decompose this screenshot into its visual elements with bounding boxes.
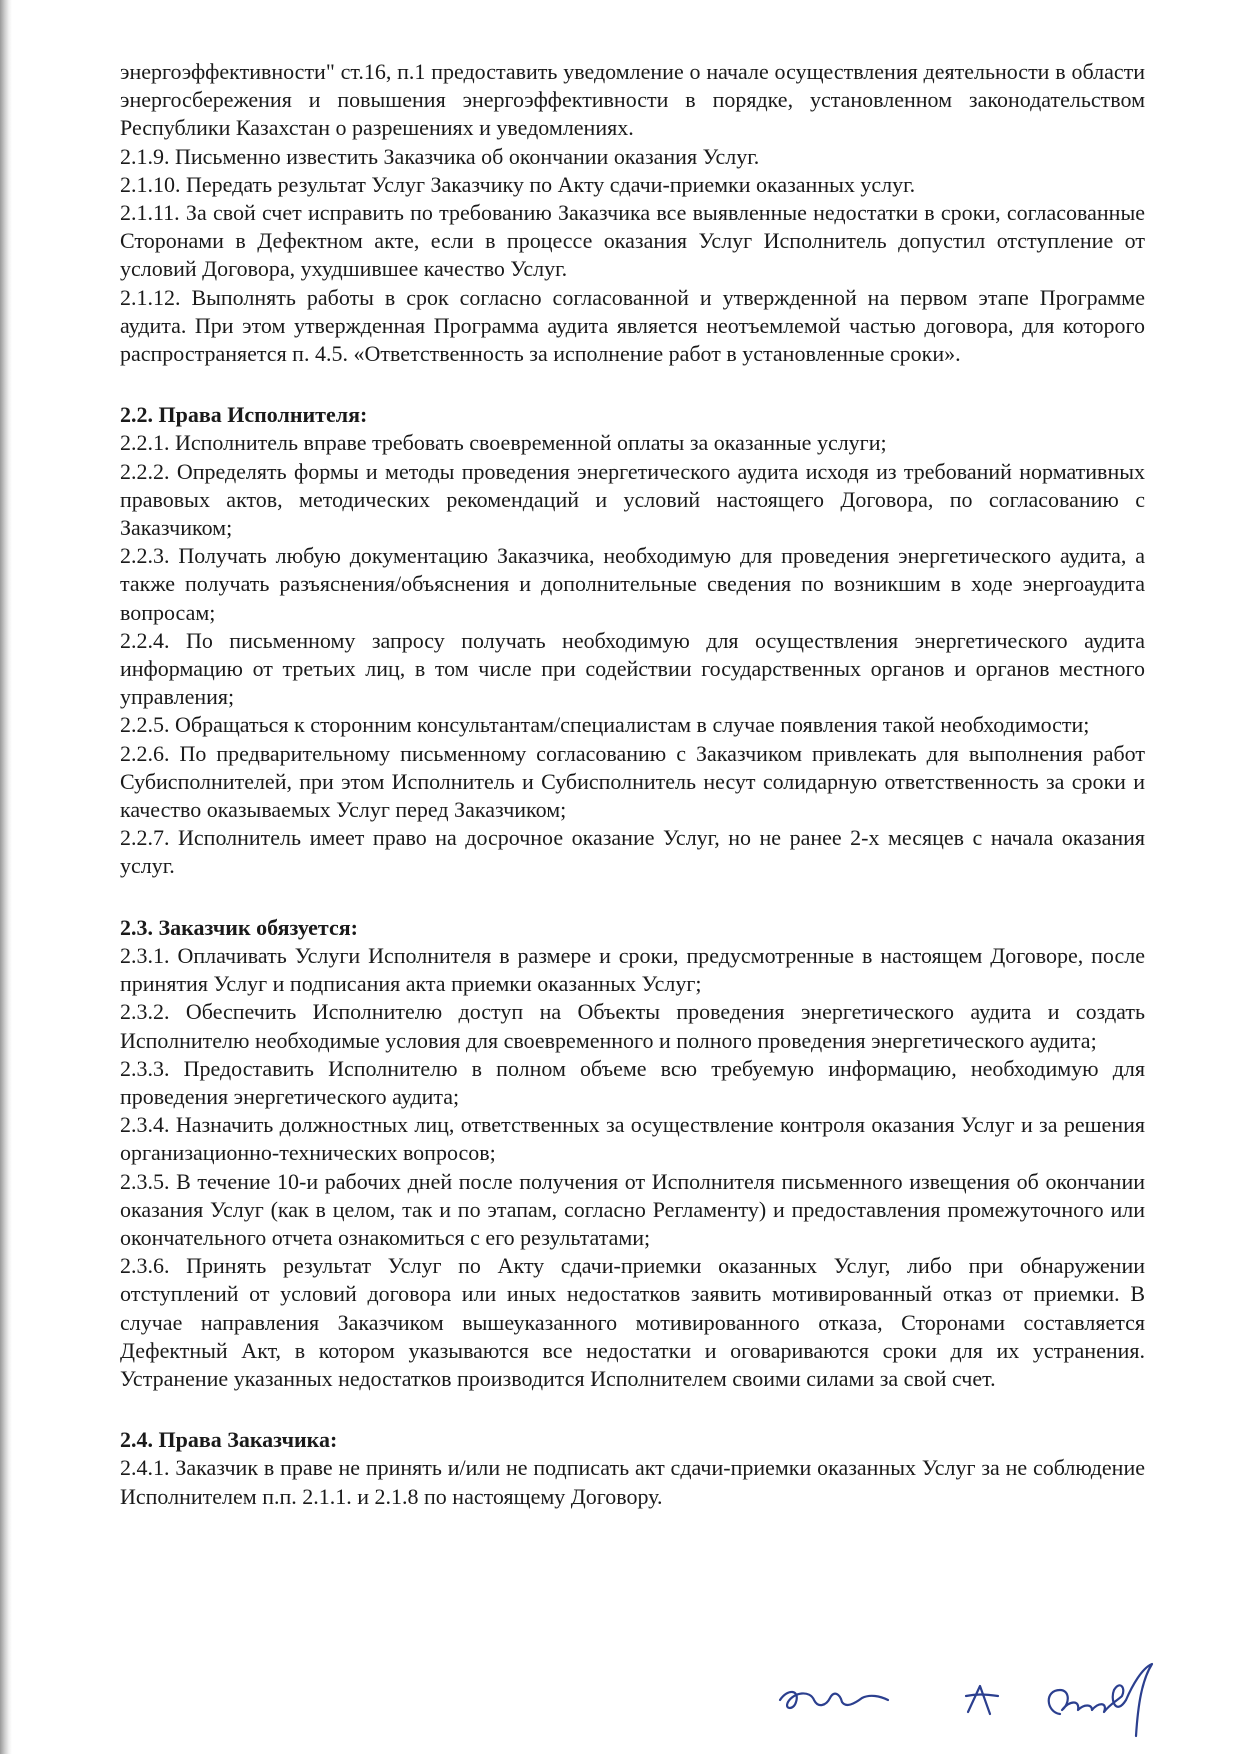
paragraph-2-2-6: 2.2.6. По предварительному письменному согласованию с Заказчиком привлекать для выполнения работ Субисполнителей, при этом Исполнитель и Субисполнитель несут солидарную ответственность за сроки и качество оказываемых Услуг перед Заказчиком;	[120, 740, 1145, 823]
paragraph-2-2-7: 2.2.7. Исполнитель имеет право на досрочное оказание Услуг, но не ранее 2-х месяцев с начала оказания услуг.	[120, 825, 1145, 879]
initials-mark-middle	[966, 1686, 998, 1714]
paragraph-2-1-8-continuation: энергоэффективности" ст.16, п.1 предоставить уведомление о начале осуществления деятельности в области энергосбережения и повышения энергоэффективности в порядке, установленном законодательством Республики Казахстан о разрешениях и уведомлениях.	[120, 59, 1145, 141]
paragraph-2-3-2: 2.3.2. Обеспечить Исполнителю доступ на Объекты проведения энергетического аудита и создать Исполнителю необходимые условия для своевременного и полного проведения энергетического аудита;	[120, 999, 1145, 1053]
section-heading-2-3: 2.3. Заказчик обязуется:	[120, 914, 359, 940]
paragraph-2-3-6: 2.3.6. Принять результат Услуг по Акту сдачи-приемки оказанных Услуг, либо при обнаружении отступлений от условий договора или иных недостатков заявить мотивированный отказ от приемки. В случае направления Заказчиком вышеуказанного мотивированного отказа, Сторонами составляется Дефектный Акт, в котором указываются все недостатки и оговариваются сроки для их устранения. Устранение указанных недостатков производится Исполнителем своими силами за свой счет.	[120, 1253, 1145, 1391]
paragraph-2-1-11: 2.1.11. За свой счет исправить по требованию Заказчика все выявленные недостатки в сроки, согласованные Сторонами в Дефектном акте, если в процессе оказания Услуг Исполнитель допустил отступление от условий Договора, ухудшившее качество Услуг.	[120, 200, 1145, 282]
paragraph-2-2-3: 2.2.3. Получать любую документацию Заказчика, необходимую для проведения энергетического аудита, а также получать разъяснения/объяснения и дополнительные сведения по возникшим в ходе энергоаудита вопросам;	[120, 543, 1145, 625]
document-page	[120, 58, 1145, 1511]
signatures	[770, 1660, 1190, 1740]
paragraph-2-3-3: 2.3.3. Предоставить Исполнителю в полном объеме всю требуемую информацию, необходимую для проведения энергетического аудита;	[120, 1055, 1145, 1109]
paragraph-2-3-4: 2.3.4. Назначить должностных лиц, ответственных за осуществление контроля оказания Услуг и за решения организационно-технических вопросов;	[120, 1112, 1145, 1166]
paragraph-2-4-1: 2.4.1. Заказчик в праве не принять и/или не подписать акт сдачи-приемки оказанных Услуг за не соблюдение Исполнителем п.п. 2.1.1. и 2.1.8 по настоящему Договору.	[120, 1455, 1145, 1509]
section-heading-2-4: 2.4. Права Заказчика:	[120, 1427, 338, 1453]
paragraph-2-1-12: 2.1.12. Выполнять работы в срок согласно согласованной и утвержденной на первом этапе Программе аудита. При этом утвержденная Программа аудита является неотъемлемой частью договора, для которого распространяется п. 4.5. «Ответственность за исполнение работ в установленные сроки».	[120, 284, 1145, 367]
initials-signature-left	[780, 1692, 888, 1708]
handwritten-signature-right	[1049, 1664, 1152, 1736]
paragraph-2-3-5: 2.3.5. В течение 10-и рабочих дней после получения от Исполнителя письменного извещения об окончании оказания Услуг (как в целом, так и по этапам, согласно Регламенту) и предоставления промежуточного или окончательного отчета ознакомиться с его результатами;	[120, 1168, 1145, 1250]
paragraph-2-3-1: 2.3.1. Оплачивать Услуги Исполнителя в размере и сроки, предусмотренные в настоящем Договоре, после принятия Услуг и подписания акта приемки оказанных Услуг;	[120, 942, 1145, 997]
paragraph-2-1-9: 2.1.9. Письменно известить Заказчика об окончании оказания Услуг.	[120, 143, 760, 169]
scan-edge-shadow	[0, 0, 12, 1754]
paragraph-2-2-1: 2.2.1. Исполнитель вправе требовать своевременной оплаты за оказанные услуги;	[120, 430, 887, 456]
paragraph-2-2-2: 2.2.2. Определять формы и методы проведения энергетического аудита исходя из требований нормативных правовых актов, методических рекомендаций и условий настоящего Договора, по согласованию с Заказчиком;	[120, 458, 1145, 541]
section-heading-2-2: 2.2. Права Исполнителя:	[120, 402, 368, 428]
paragraph-2-2-4: 2.2.4. По письменному запросу получать необходимую для осуществления энергетического аудита информацию от третьих лиц, в том числе при содействии государственных органов и органов местного управления;	[120, 627, 1145, 710]
paragraph-2-1-10: 2.1.10. Передать результат Услуг Заказчику по Акту сдачи-приемки оказанных услуг.	[120, 171, 916, 197]
paragraph-2-2-5: 2.2.5. Обращаться к сторонним консультантам/специалистам в случае появления такой необходимости;	[120, 712, 1090, 738]
